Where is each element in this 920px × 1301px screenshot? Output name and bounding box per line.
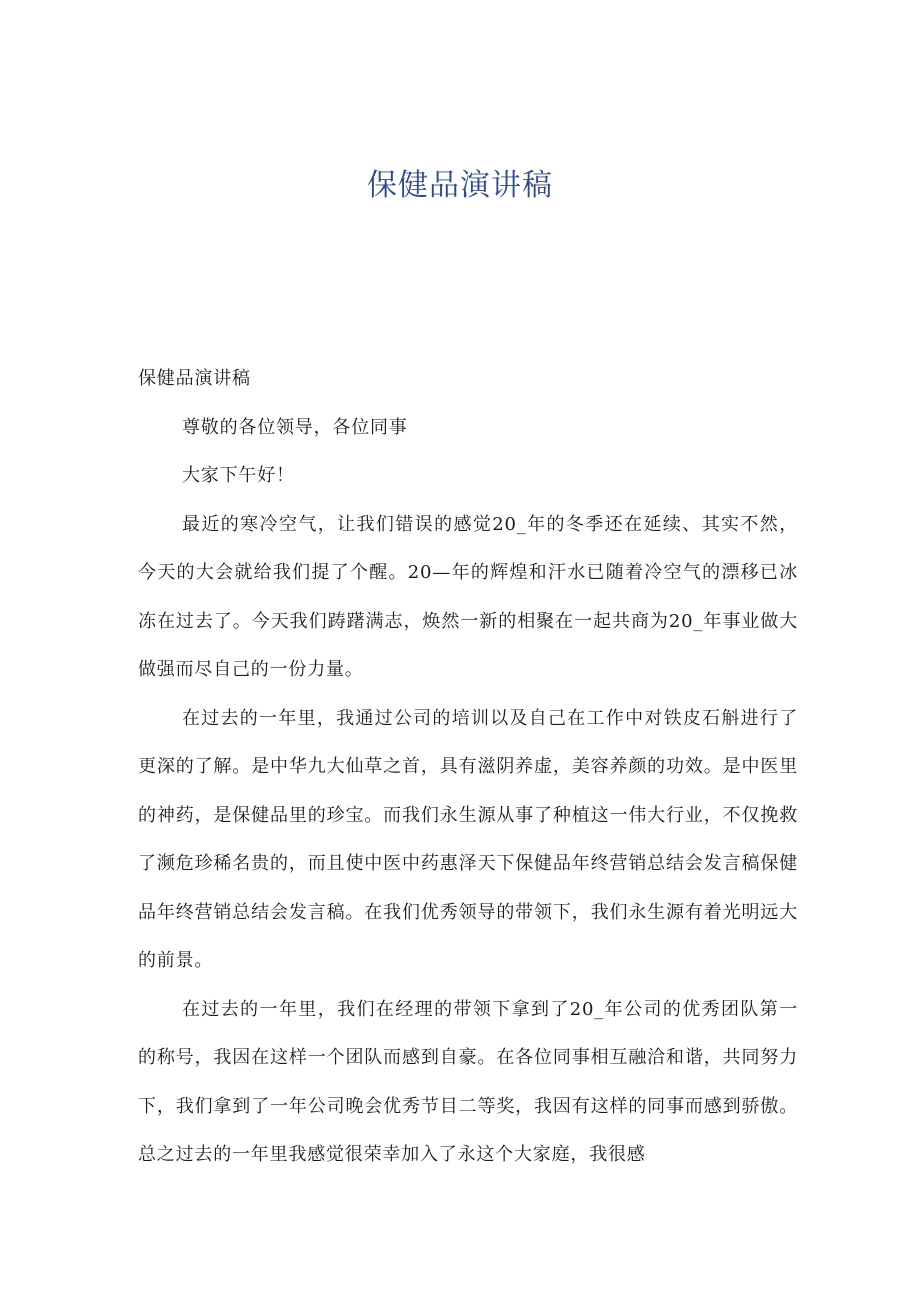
- paragraph-3: 在过去的一年里，我们在经理的带领下拿到了20_年公司的优秀团队第一的称号，我因在这样一个团队而感到自豪。在各位同事相互融洽和谐，共同努力下，我们拿到了一年公司晚会优秀节目二等奖，我因有这样的同事而感到骄傲。总之过去的一年里我感觉很荣幸加入了永这个大家庭，我很感: [138, 998, 798, 1165]
- salutation: 尊敬的各位领导，各位同事: [182, 416, 408, 438]
- document-heading: 保健品演讲稿: [138, 368, 251, 389]
- paragraph-2: 在过去的一年里，我通过公司的培训以及自己在工作中对铁皮石斛进行了更深的了解。是中华九大仙草之首，具有滋阴养虚，美容养颜的功效。是中医里的神药，是保健品里的珍宝。而我们永生源从事了种植这一伟大行业，不仅挽救了濒危珍稀名贵的，而且使中医中药惠泽天下保健品年终营销总结会发言稿保健品年终营销总结会发言稿。在我们优秀领导的带领下，我们永生源有着光明远大的前景。: [138, 707, 798, 971]
- document-body: [138, 355, 798, 1180]
- paragraph-1: 最近的寒冷空气，让我们错误的感觉20_年的冬季还在延续、其实不然，今天的大会就给我们提了个醒。20—年的辉煌和汗水已随着冷空气的漂移已冰冻在过去了。今天我们踌躇满志，焕然一新的相聚在一起共商为20_年事业做大做强而尽自己的一份力量。: [138, 513, 798, 680]
- document-title: 保健品演讲稿: [367, 168, 553, 203]
- greeting: 大家下午好！: [182, 465, 295, 486]
